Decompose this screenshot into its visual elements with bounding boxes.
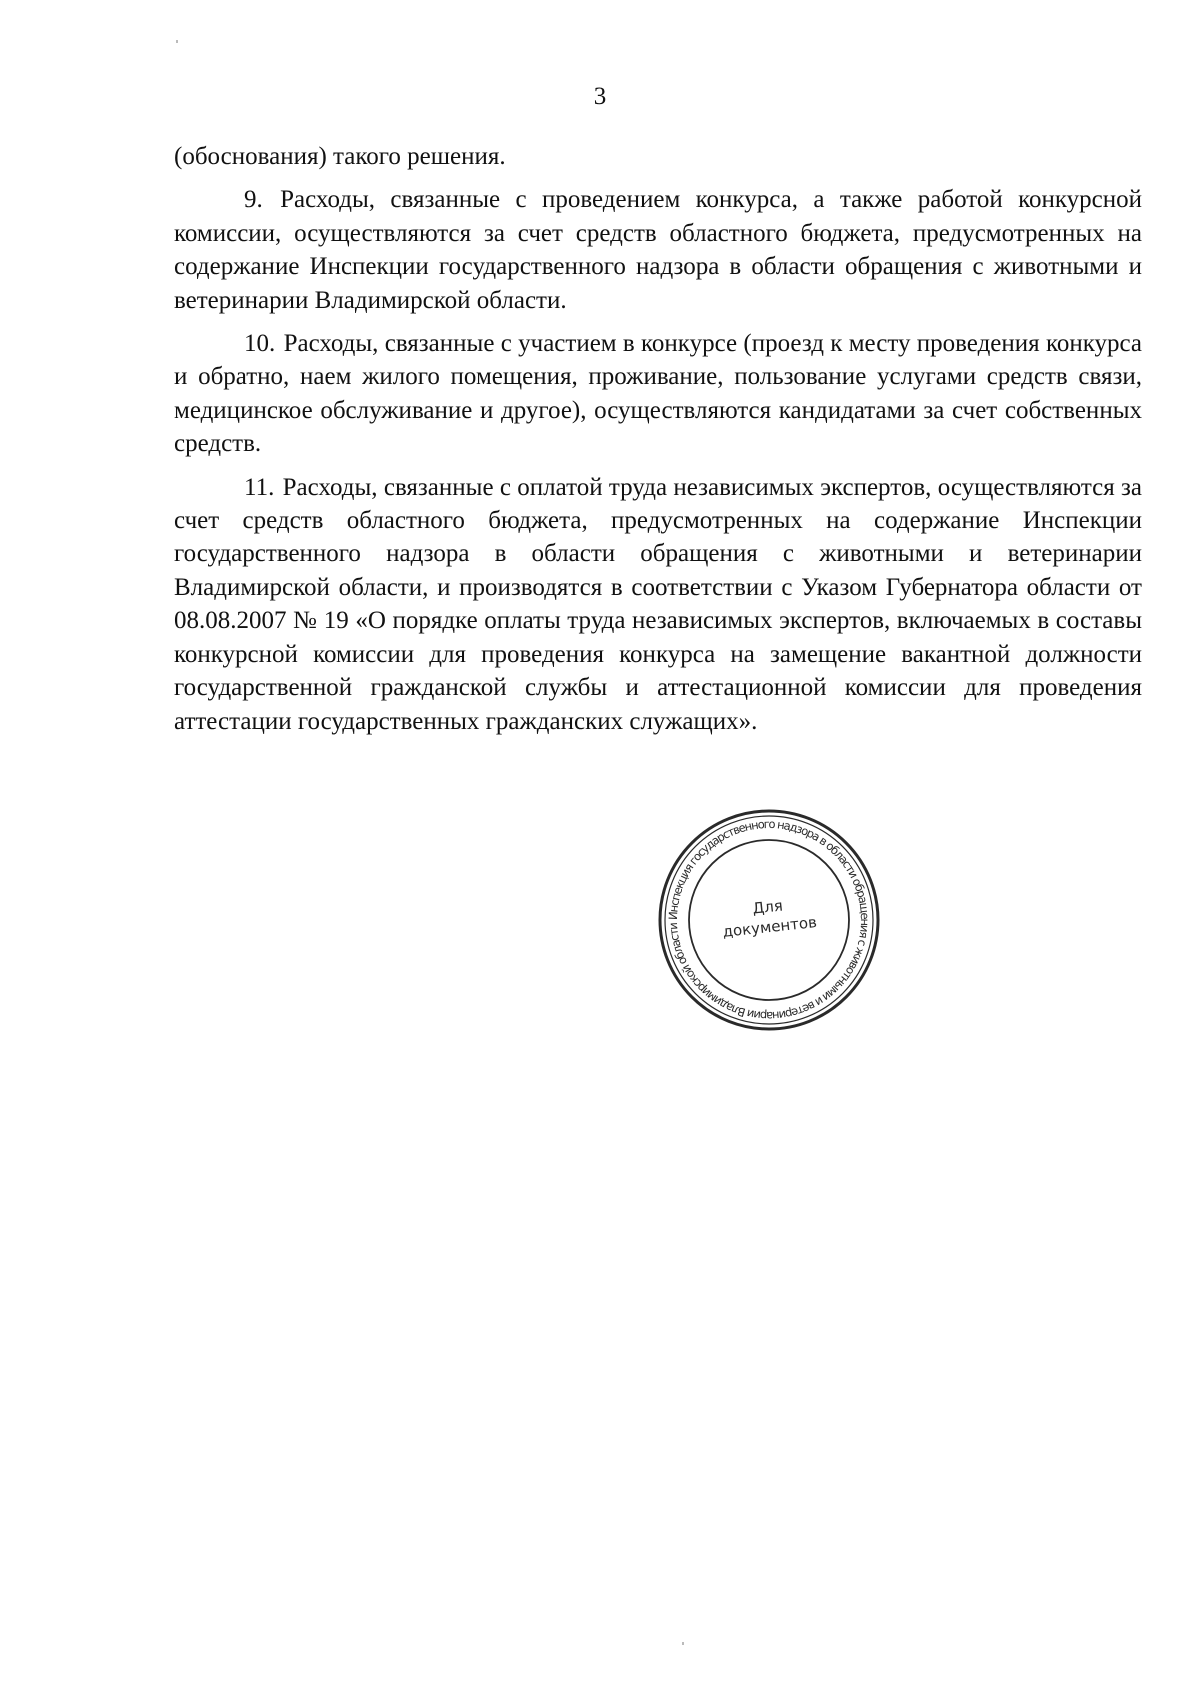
paragraph-continuation xyxy=(174,140,1142,173)
paragraph-10 xyxy=(174,327,1142,461)
seal-graphic xyxy=(654,805,884,1035)
scan-speck xyxy=(176,40,178,43)
seal-center-line1: Для xyxy=(751,896,784,918)
paragraph-number: 10. xyxy=(244,330,276,358)
official-seal-stamp xyxy=(654,805,884,1035)
paragraph-text: Расходы, связанные с оплатой труда независимых экспертов, осуществляются за счет средств областного бюджета, предусмотренных на содержание Инспекции государственного надзора в области обращения с животными и ветеринарии Владимирской области, и производятся в соответствии с Указом Губернатора области от 08.08.2007 № 19 «О порядке оплаты труда независимых экспертов, включаемых в составы конкурсной комиссии для проведения конкурса на замещение вакантной должности государственной гражданской службы и аттестационной комиссии для проведения аттестации государственных гражданских служащих». xyxy=(174,473,1142,735)
scan-speck xyxy=(682,1642,684,1645)
paragraph-text: Расходы, связанные с проведением конкурса, а также работой конкурсной комиссии, осуществляются за счет средств областного бюджета, предусмотренных на содержание Инспекции государственного надзора в области обращения с животными и ветеринарии Владимирской области. xyxy=(174,186,1143,314)
paragraph-number: 11. xyxy=(244,473,275,501)
document-body xyxy=(174,140,1142,738)
paragraph-text: Расходы, связанные с участием в конкурсе (проезд к месту проведения конкурса и обратно, наем жилого помещения, проживание, пользование услугами средств связи, медицинское обслуживание и другое), осуществляются кандидатами за счет собственных средств. xyxy=(174,330,1142,458)
paragraph-9 xyxy=(174,183,1142,317)
paragraph-number: 9. xyxy=(244,186,263,214)
page-number: 3 xyxy=(593,83,607,110)
seal-center-line2: документов xyxy=(721,913,818,941)
paragraph-11 xyxy=(174,471,1142,738)
seal-ring-text: Инспекция государственного надзора в области обращения с животными и ветеринарии Владимирской области xyxy=(665,816,873,1024)
paragraph-text: (обоснования) такого решения. xyxy=(174,143,506,170)
